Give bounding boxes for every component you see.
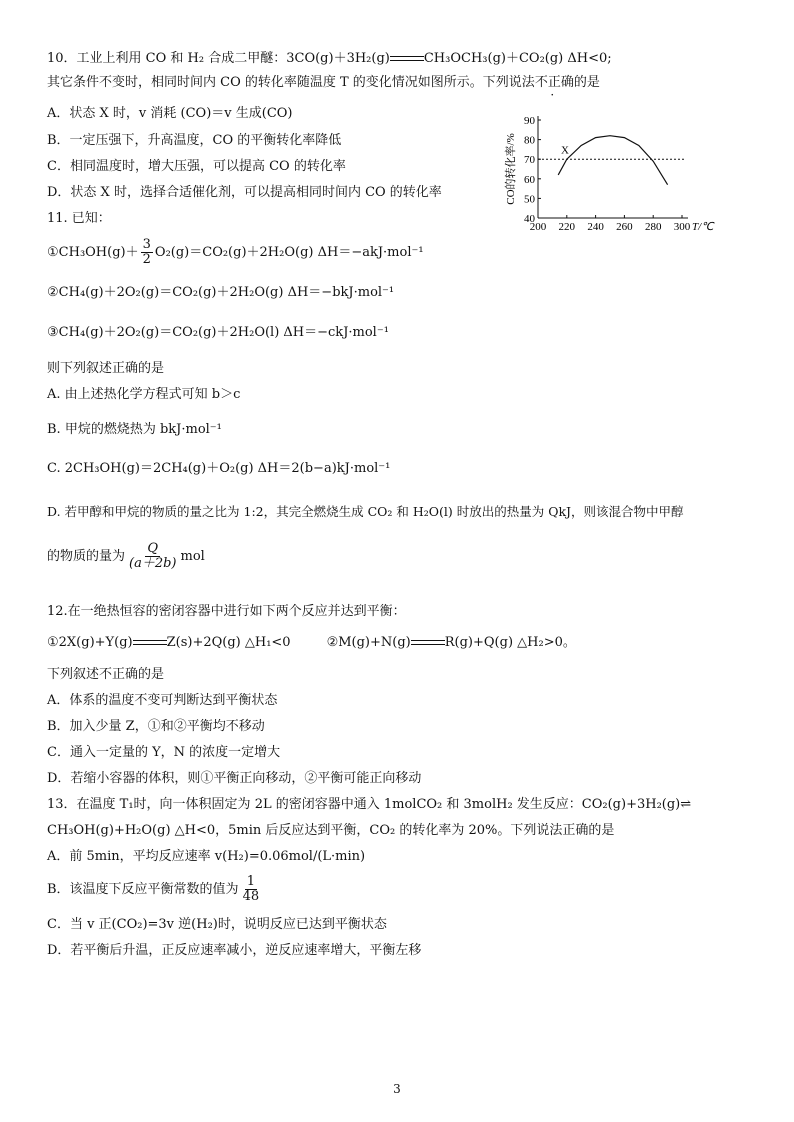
y-tick-label: 70 <box>524 154 535 167</box>
q10-option-b: B．一定压强下，升高温度，CO 的平衡转化率降低 <box>47 133 342 148</box>
fraction-numerator: 3 <box>142 237 151 252</box>
y-tick-label: 80 <box>524 134 535 147</box>
q10-reaction-right: CH₃OCH₃(g)＋CO₂(g) ΔH<0; <box>423 51 612 66</box>
q11-d-unit: mol <box>180 549 205 564</box>
q11-option-b: B. 甲烷的燃烧热为 bkJ·mol⁻¹ <box>47 422 222 437</box>
fraction-denominator: 48 <box>242 889 260 904</box>
q12-reactions <box>47 634 576 652</box>
q12-title: 12.在一绝热恒容的密闭容器中进行如下两个反应并达到平衡： <box>47 604 406 619</box>
q11-option-d-line2 <box>47 542 205 571</box>
fraction-numerator: 1 <box>246 874 255 889</box>
fraction <box>127 542 179 571</box>
q12-option-b: B．加入少量 Z，①和②平衡均不移动 <box>47 719 265 734</box>
x-tick-label: 300 <box>673 221 691 233</box>
conversion-curve <box>558 136 667 185</box>
q10-option-a: A．状态 X 时，v 消耗 (CO)＝v 生成(CO) <box>47 106 293 121</box>
q12-r1-left: ①2X(g)+Y(g) <box>47 635 133 650</box>
q12-option-a: A．体系的温度不变可判断达到平衡状态 <box>47 693 278 708</box>
q10-stem-end: 的是 <box>573 75 600 90</box>
fraction <box>141 238 153 267</box>
q11-eq1 <box>47 238 424 267</box>
q10-option-d: D．状态 X 时，选择合适催化剂，可以提高相同时间内 CO 的转化率 <box>47 185 442 200</box>
q11-option-c: C. 2CH₃OH(g)＝2CH₄(g)＋O₂(g) ΔH＝2(b−a)kJ·mol⁻¹ <box>47 461 391 476</box>
q11-option-a: A. 由上述热化学方程式可知 b＞c <box>47 387 241 402</box>
co-conversion-chart <box>496 112 736 240</box>
q11-eq1-right: O₂(g)＝CO₂(g)＋2H₂O(g) ΔH＝−akJ·mol⁻¹ <box>154 245 424 260</box>
page-number: 3 <box>393 1082 401 1096</box>
fraction-numerator: Q <box>147 541 159 556</box>
x-tick-label: 240 <box>587 221 604 233</box>
q12-option-d: D．若缩小容器的体积，则①平衡正向移动，②平衡可能正向移动 <box>47 771 422 786</box>
q10-reaction-left: 10．工业上利用 CO 和 H₂ 合成二甲醚：3CO(g)＋3H₂(g) <box>47 51 390 66</box>
q10-stem: 其它条件不变时，相同时间内 CO 的转化率随温度 T 的变化情况如图所示。下列说法 <box>47 75 535 90</box>
fraction <box>241 875 262 904</box>
q13-option-c: C．当 v 正(CO₂)=3v 逆(H₂)时，说明反应已达到平衡状态 <box>47 917 387 932</box>
q12-r2-right: R(g)+Q(g) △H₂>0。 <box>444 635 576 650</box>
q10-line1 <box>47 50 612 68</box>
reversible-arrow-icon <box>411 638 445 648</box>
q12-r1-right: Z(s)+2Q(g) △H₁<0 <box>166 635 291 650</box>
q12-option-c: C．通入一定量的 Y，N 的浓度一定增大 <box>47 745 281 760</box>
y-tick-label: 90 <box>524 115 535 127</box>
reversible-arrow-icon <box>390 54 424 64</box>
q13-b-text: B．该温度下反应平衡常数的值为 <box>47 882 239 897</box>
y-tick-label: 50 <box>524 193 535 206</box>
x-axis-label: T/℃ <box>692 221 714 233</box>
y-axis-label: CO的转化率/% <box>505 133 517 205</box>
point-x-label: X <box>561 144 569 157</box>
y-tick-label: 40 <box>524 213 535 225</box>
fraction-denominator: 2 <box>142 252 151 267</box>
q13-option-d: D．若平衡后升温，正反应速率减小，逆反应速率增大，平衡左移 <box>47 943 422 958</box>
q10-line2 <box>47 74 600 92</box>
x-tick-label: 260 <box>616 221 633 233</box>
q12-r2-left: ②M(g)+N(g) <box>326 635 411 650</box>
reversible-arrow-icon <box>133 638 167 648</box>
q11-stem: 则下列叙述正确的是 <box>47 361 165 376</box>
q10-emphasis: 不正确 <box>534 75 574 90</box>
q11-option-d: D. 若甲醇和甲烷的物质的量之比为 1:2，其完全燃烧生成 CO₂ 和 H₂O(l) 时放出的热量为 QkJ，则该混合物中甲醇 <box>47 504 684 519</box>
x-tick-label: 280 <box>644 221 662 233</box>
x-tick-label: 200 <box>529 221 547 233</box>
x-tick-label: 220 <box>558 221 576 233</box>
q13-option-b <box>47 874 263 906</box>
q11-eq2: ②CH₄(g)＋2O₂(g)＝CO₂(g)＋2H₂O(g) ΔH＝−bkJ·mol⁻¹ <box>47 285 395 300</box>
q10-option-c: C．相同温度时，增大压强，可以提高 CO 的转化率 <box>47 159 346 174</box>
q12-stem: 下列叙述不正确的是 <box>47 667 165 682</box>
q13-line1: 13．在温度 T₁时，向一体积固定为 2L 的密闭容器中通入 1molCO₂ 和 3molH₂ 发生反应：CO₂(g)+3H₂(g)⇌ <box>47 797 692 812</box>
q11-d-text: 的物质的量为 <box>47 549 126 564</box>
fraction-denominator: (a＋2b) <box>129 556 177 571</box>
q13-option-a: A．前 5min，平均反应速率 v(H₂)=0.06mol/(L·min) <box>47 849 366 864</box>
y-tick-label: 60 <box>524 173 535 186</box>
q11-title: 11. 已知： <box>47 211 111 226</box>
q11-eq3: ③CH₄(g)＋2O₂(g)＝CO₂(g)＋2H₂O(l) ΔH＝−ckJ·mol⁻¹ <box>47 325 389 340</box>
q11-eq1-left: ①CH₃OH(g)＋ <box>47 245 139 260</box>
q13-line2: CH₃OH(g)+H₂O(g) △H<0，5min 后反应达到平衡，CO₂ 的转化率为 20%。下列说法正确的是 <box>47 823 615 838</box>
